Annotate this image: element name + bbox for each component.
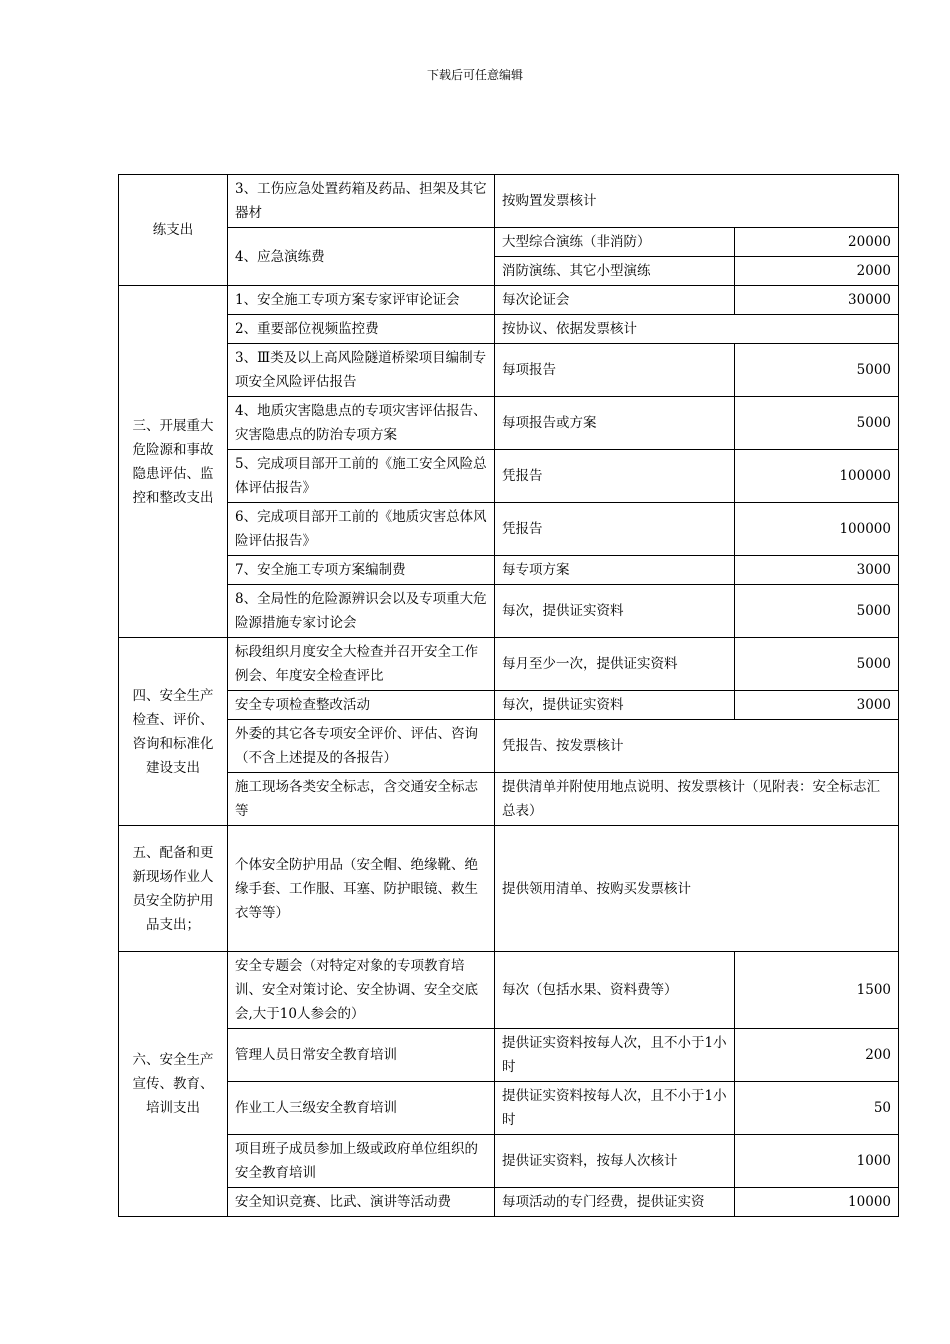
section-title: 练支出 bbox=[119, 175, 228, 286]
item-cell: 管理人员日常安全教育培训 bbox=[228, 1029, 495, 1082]
table-row bbox=[119, 720, 899, 773]
basis-cell: 提供领用清单、按购买发票核计 bbox=[495, 826, 899, 952]
amount-cell: 200 bbox=[735, 1029, 899, 1082]
item-cell: 项目班子成员参加上级或政府单位组织的安全教育培训 bbox=[228, 1135, 495, 1188]
amount-cell: 5000 bbox=[735, 585, 899, 638]
table-row bbox=[119, 826, 899, 952]
table-row bbox=[119, 556, 899, 585]
table-row bbox=[119, 691, 899, 720]
item-cell: 2、重要部位视频监控费 bbox=[228, 315, 495, 344]
basis-cell: 每次，提供证实资料 bbox=[495, 691, 735, 720]
table-row bbox=[119, 228, 899, 257]
basis-cell: 大型综合演练（非消防） bbox=[495, 228, 735, 257]
table-row bbox=[119, 344, 899, 397]
table-row bbox=[119, 1135, 899, 1188]
amount-cell: 100000 bbox=[735, 450, 899, 503]
item-cell: 安全专题会（对特定对象的专项教育培训、安全对策讨论、安全协调、安全交底会,大于10人参会的） bbox=[228, 952, 495, 1029]
amount-cell: 3000 bbox=[735, 691, 899, 720]
item-cell: 1、安全施工专项方案专家评审论证会 bbox=[228, 286, 495, 315]
basis-cell: 提供证实资料按每人次，且不小于1小时 bbox=[495, 1082, 735, 1135]
table-row bbox=[119, 315, 899, 344]
table-row bbox=[119, 952, 899, 1029]
amount-cell: 5000 bbox=[735, 638, 899, 691]
table-row bbox=[119, 1029, 899, 1082]
table-row bbox=[119, 1082, 899, 1135]
table-row bbox=[119, 450, 899, 503]
amount-cell: 1000 bbox=[735, 1135, 899, 1188]
amount-cell: 1500 bbox=[735, 952, 899, 1029]
section-title: 六、安全生产宣传、教育、培训支出 bbox=[119, 952, 228, 1217]
item-cell: 6、完成项目部开工前的《地质灾害总体风险评估报告》 bbox=[228, 503, 495, 556]
section-title: 五、配备和更新现场作业人员安全防护用品支出； bbox=[119, 826, 228, 952]
amount-cell: 3000 bbox=[735, 556, 899, 585]
basis-cell: 每次论证会 bbox=[495, 286, 735, 315]
basis-cell: 每月至少一次，提供证实资料 bbox=[495, 638, 735, 691]
page-header: 下载后可任意编辑 bbox=[426, 68, 523, 82]
basis-cell: 按协议、依据发票核计 bbox=[495, 315, 899, 344]
basis-cell: 每项活动的专门经费，提供证实资 bbox=[495, 1188, 735, 1217]
basis-cell: 凭报告 bbox=[495, 503, 735, 556]
item-cell: 4、地质灾害隐患点的专项灾害评估报告、灾害隐患点的防治专项方案 bbox=[228, 397, 495, 450]
basis-cell: 凭报告 bbox=[495, 450, 735, 503]
amount-cell: 50 bbox=[735, 1082, 899, 1135]
item-cell: 3、工伤应急处置药箱及药品、担架及其它器材 bbox=[228, 175, 495, 228]
basis-cell: 每项报告 bbox=[495, 344, 735, 397]
basis-cell: 每项报告或方案 bbox=[495, 397, 735, 450]
item-cell: 7、安全施工专项方案编制费 bbox=[228, 556, 495, 585]
basis-cell: 每次（包括水果、资料费等） bbox=[495, 952, 735, 1029]
expense-table bbox=[118, 174, 899, 1217]
amount-cell: 20000 bbox=[735, 228, 899, 257]
item-cell: 安全专项检查整改活动 bbox=[228, 691, 495, 720]
table-row bbox=[119, 773, 899, 826]
table-row bbox=[119, 286, 899, 315]
amount-cell: 5000 bbox=[735, 344, 899, 397]
basis-cell: 提供证实资料，按每人次核计 bbox=[495, 1135, 735, 1188]
table-row bbox=[119, 503, 899, 556]
basis-cell: 凭报告、按发票核计 bbox=[495, 720, 899, 773]
table-row bbox=[119, 175, 899, 228]
item-cell: 4、应急演练费 bbox=[228, 228, 495, 286]
amount-cell: 30000 bbox=[735, 286, 899, 315]
section-title: 四、安全生产检查、评价、咨询和标准化建设支出 bbox=[119, 638, 228, 826]
item-cell: 3、Ⅲ类及以上高风险隧道桥梁项目编制专项安全风险评估报告 bbox=[228, 344, 495, 397]
amount-cell: 10000 bbox=[735, 1188, 899, 1217]
item-cell: 5、完成项目部开工前的《施工安全风险总体评估报告》 bbox=[228, 450, 495, 503]
item-cell: 标段组织月度安全大检查并召开安全工作例会、年度安全检查评比 bbox=[228, 638, 495, 691]
item-cell: 外委的其它各专项安全评价、评估、咨询（不含上述提及的各报告） bbox=[228, 720, 495, 773]
basis-cell: 提供证实资料按每人次，且不小于1小时 bbox=[495, 1029, 735, 1082]
basis-cell: 每专项方案 bbox=[495, 556, 735, 585]
item-cell: 个体安全防护用品（安全帽、绝缘靴、绝缘手套、工作服、耳塞、防护眼镜、救生衣等等） bbox=[228, 826, 495, 952]
basis-cell: 按购置发票核计 bbox=[495, 175, 899, 228]
item-cell: 安全知识竞赛、比武、演讲等活动费 bbox=[228, 1188, 495, 1217]
amount-cell: 2000 bbox=[735, 257, 899, 286]
table-row bbox=[119, 1188, 899, 1217]
amount-cell: 100000 bbox=[735, 503, 899, 556]
basis-cell: 消防演练、其它小型演练 bbox=[495, 257, 735, 286]
basis-cell: 每次，提供证实资料 bbox=[495, 585, 735, 638]
amount-cell: 5000 bbox=[735, 397, 899, 450]
table-row bbox=[119, 585, 899, 638]
item-cell: 作业工人三级安全教育培训 bbox=[228, 1082, 495, 1135]
item-cell: 施工现场各类安全标志，含交通安全标志等 bbox=[228, 773, 495, 826]
table-row bbox=[119, 397, 899, 450]
section-title: 三、开展重大危险源和事故隐患评估、监控和整改支出 bbox=[119, 286, 228, 638]
basis-cell: 提供清单并附使用地点说明、按发票核计（见附表：安全标志汇总表） bbox=[495, 773, 899, 826]
item-cell: 8、全局性的危险源辨识会以及专项重大危险源措施专家讨论会 bbox=[228, 585, 495, 638]
table-row bbox=[119, 638, 899, 691]
